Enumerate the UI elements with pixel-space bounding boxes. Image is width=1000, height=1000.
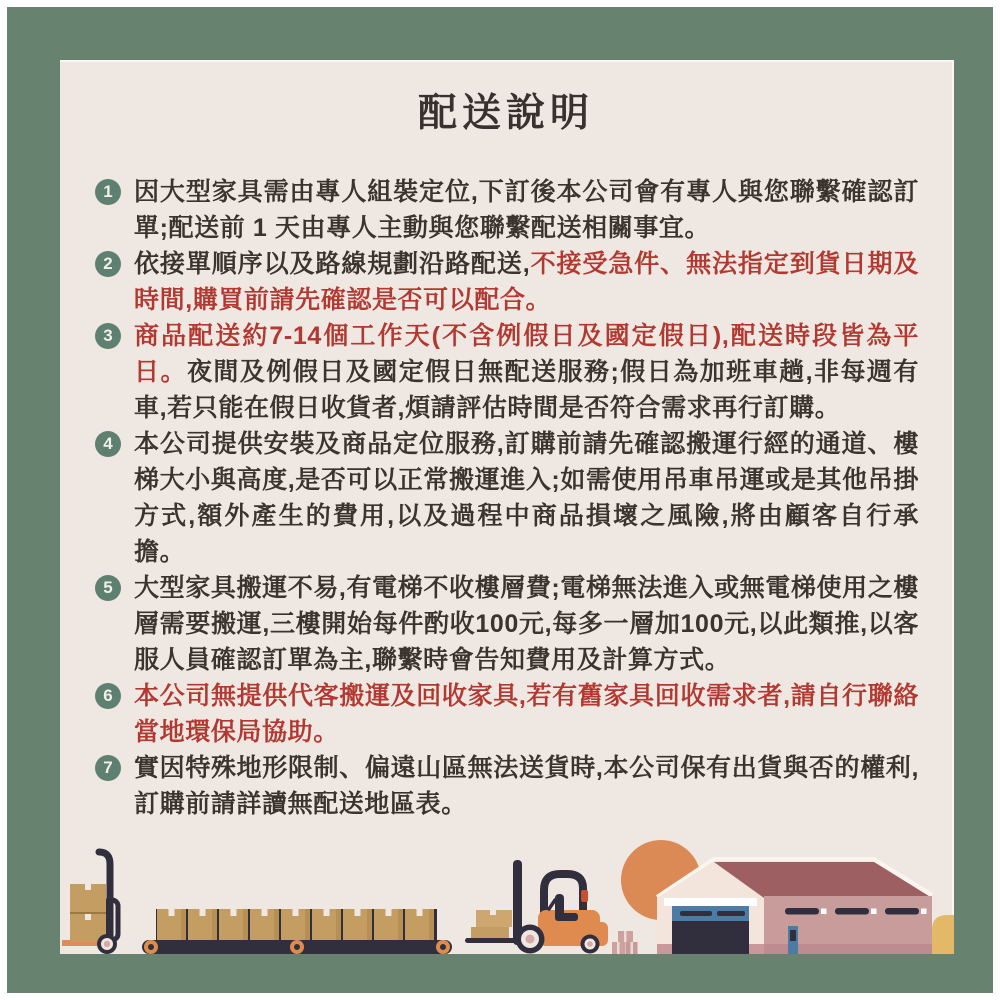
item-text [134,570,919,678]
item-text-segment: 因大型家具需由專人組裝定位,下訂後本公司會有專人與您聯繫確認訂單;配送前 1 天由專人主動與您聯繫配送相關事宜。 [134,178,919,242]
item-text-segment: 大型家具搬運不易,有電梯不收樓層費;電梯無法進入或無電梯使用之樓層需要搬運,三樓開始每件酌收100元,每多一層加100元,以此類推,以客服人員確認訂單為主,聯繫時會告知費用及計算方式。 [134,574,919,674]
item-text-segment: 本公司提供安裝及商品定位服務,訂購前請先確認搬運行經的通道、樓梯大小與高度,是否可以正常搬運進入;如需使用吊車吊運或是其他吊掛方式,額外產生的費用,以及過程中商品損壞之風險,將由顧客自行承擔。 [134,430,919,566]
item-text-segment: 依接單順序以及路線規劃沿路配送, [134,250,531,278]
list-item [95,678,919,750]
item-text [134,426,919,570]
list-item [95,426,919,570]
warehouse-illustration [60,814,954,954]
forklift-icon [465,860,608,954]
item-text [134,678,919,750]
conveyor-belt-icon [142,909,452,954]
parcel-stack-icon [612,931,638,954]
item-text [134,174,919,246]
list-item [95,174,919,246]
item-text [134,318,919,426]
green-frame [7,7,993,993]
hand-truck-boxes [70,884,106,942]
item-number-badge: 1 [95,179,121,205]
forklift-seat [555,894,578,921]
item-number-badge: 5 [95,575,121,601]
item-text-segment: 不接受急件、無法指定到貨日期及時間,購買前請先確認是否可以配合。 [134,250,919,314]
item-text [134,246,919,318]
item-number-badge: 2 [95,251,121,277]
item-number-badge: 4 [95,431,121,457]
item-text-segment: 本公司無提供代客搬運及回收家具,若有舊家具回收需求者,請自行聯絡當地環保局協助。 [134,682,919,746]
item-text-segment: 實因特殊地形限制、偏遠山區無法送貨時,本公司保有出貨與否的權利,訂購前請詳讀無配送地區表。 [134,754,919,818]
delivery-notes-list [95,174,919,822]
forklift-load-boxes [471,910,512,942]
shrub-icon [932,915,954,954]
garage-door-icon [672,921,749,954]
notice-panel [60,60,954,954]
hand-truck-icon [62,852,118,954]
item-text-segment: 商品配送約7-14個工作天(不含例假日及國定假日),配送時段皆為平日。 [134,322,919,386]
list-item [95,570,919,678]
item-text-segment: 夜間及例假日及國定假日無配送服務;假日為加班車趟,非每週有車,若只能在假日收貨者,煩請評估時間是否符合需求再行訂購。 [134,358,919,422]
list-item [95,750,919,822]
page-title: 配送說明 [417,92,594,135]
item-number-badge: 6 [95,683,121,709]
item-text [134,750,919,822]
conveyor-boxes [156,909,437,940]
item-number-badge: 3 [95,323,121,349]
warehouse-icon [657,859,932,954]
list-item [95,246,919,318]
list-item [95,318,919,426]
item-number-badge: 7 [95,755,121,781]
